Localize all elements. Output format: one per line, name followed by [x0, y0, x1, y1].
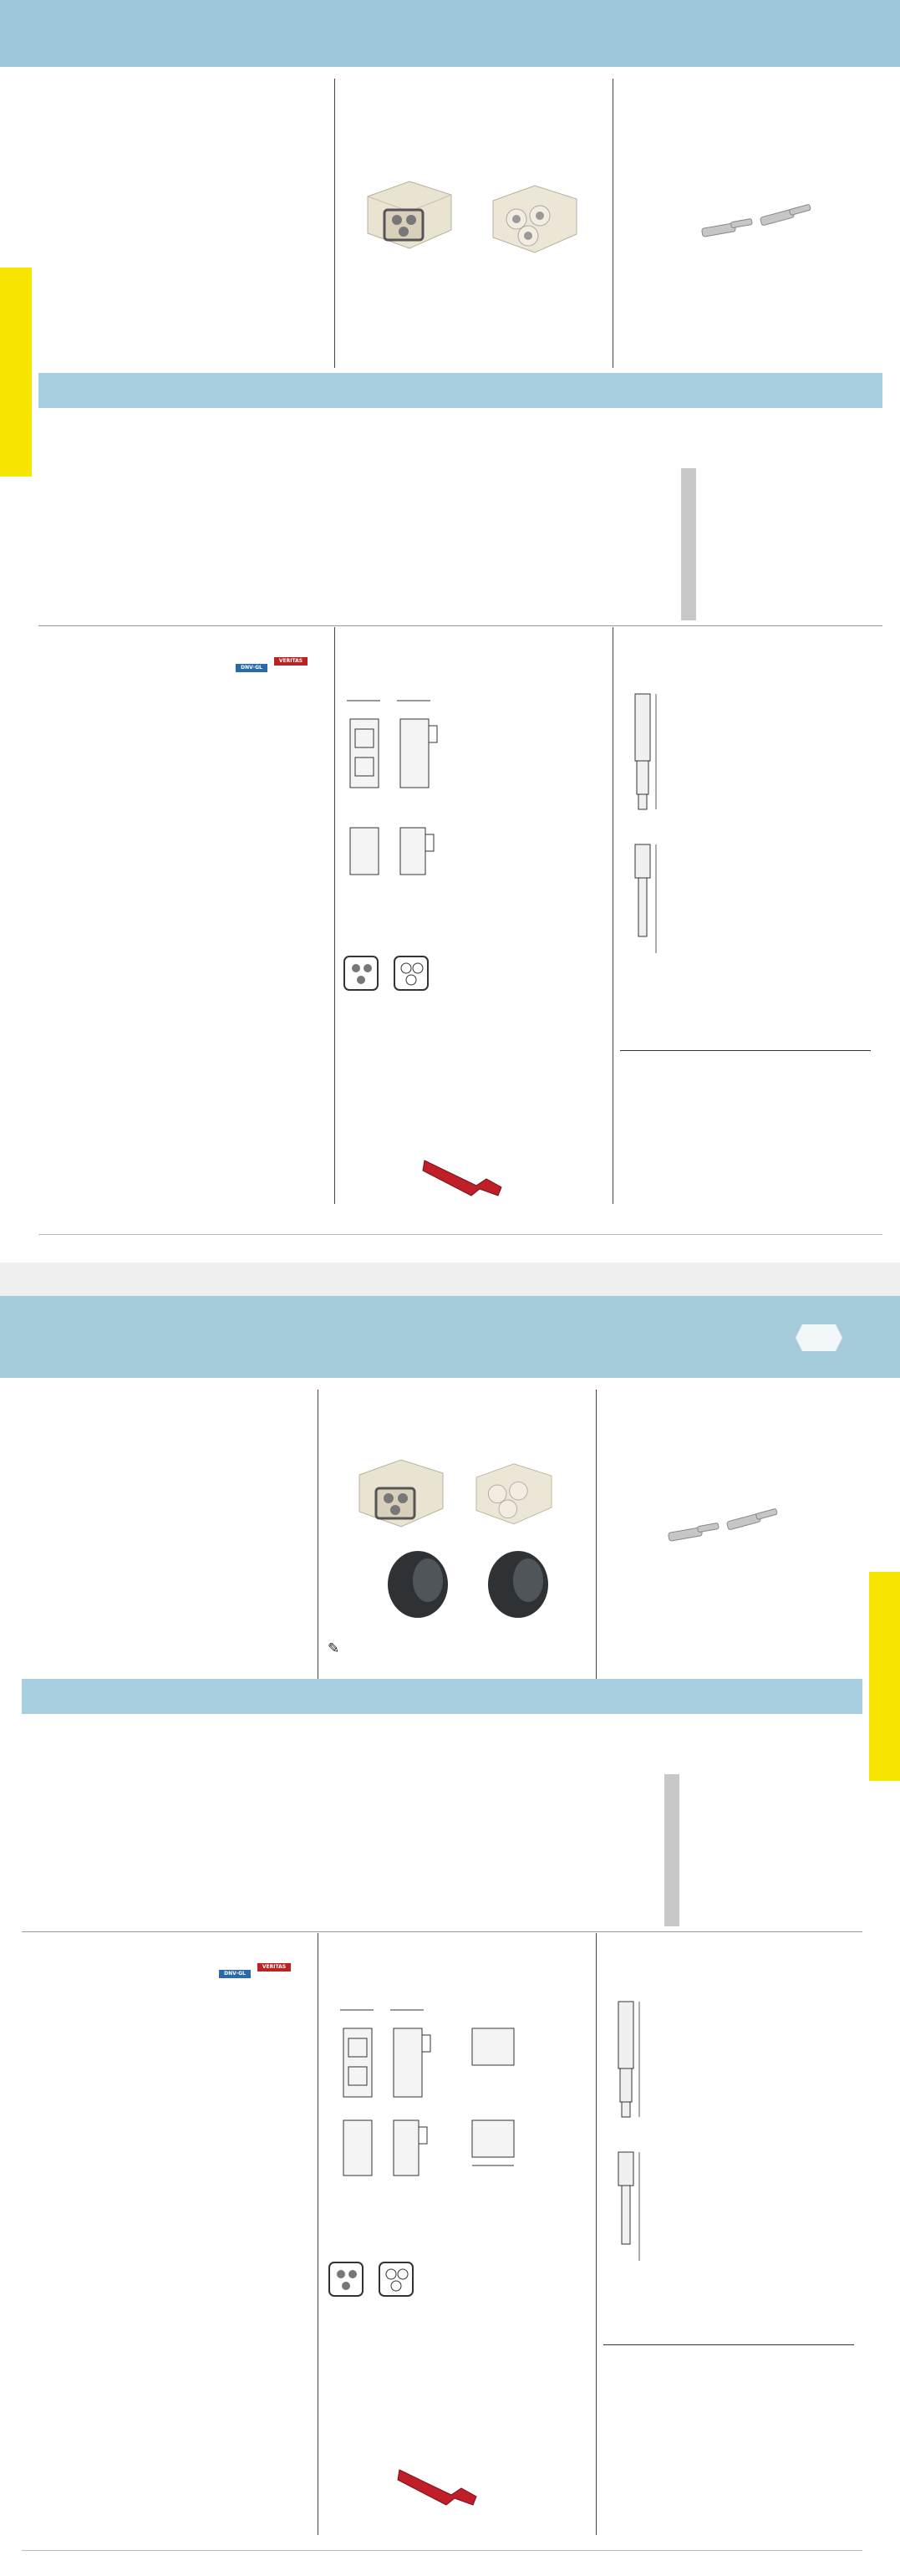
- column-divider: [596, 1390, 597, 1706]
- cxf-top-rule: [603, 2344, 854, 2345]
- crimp-contacts-photo: [694, 201, 819, 251]
- ilme-logo: [794, 1321, 844, 1354]
- pin-view-icons: [328, 2259, 445, 2301]
- table-header: [38, 373, 882, 408]
- page-gap: [0, 1262, 900, 1296]
- veritas-badge: VERITAS: [257, 1963, 291, 1972]
- heat-shrink-photo: [376, 1547, 577, 1622]
- footer-rule: [38, 1234, 882, 1235]
- page-header-band: [0, 1296, 900, 1378]
- contact-dimension-drawing: [602, 1993, 752, 2278]
- section-tab[interactable]: [0, 268, 32, 477]
- crimp-contacts-photo: [660, 1505, 786, 1555]
- coding-pin-image: [418, 1145, 510, 1204]
- derating-chart: [33, 2324, 284, 2533]
- column-divider: [334, 627, 335, 1204]
- section-tab[interactable]: [869, 1572, 900, 1781]
- dnv-badge: DNV·GL: [219, 1970, 251, 1978]
- silver-plated-bar: [681, 468, 696, 620]
- insert-photo-female: [359, 171, 460, 255]
- veritas-badge: VERITAS: [274, 657, 308, 666]
- catalog-page-183: [0, 1296, 900, 2576]
- derating-chart: [47, 1015, 297, 1224]
- catalog-page-182: [0, 0, 900, 1262]
- dnv-badge: DNV·GL: [236, 664, 267, 672]
- footer-rule: [22, 2550, 862, 2551]
- page-title: [45, 38, 155, 59]
- section-divider: [22, 1931, 862, 1932]
- contact-dimension-drawing: [618, 686, 769, 970]
- insert-photo-female: [351, 1450, 451, 1533]
- section-divider: [38, 625, 882, 626]
- high-voltage-label: [328, 1640, 339, 1657]
- column-divider: [596, 1933, 597, 2535]
- coding-pin-image: [393, 2455, 485, 2513]
- column-divider: [334, 79, 335, 368]
- cxf-top-rule: [620, 1050, 871, 1051]
- insert-photo-male: [468, 1455, 560, 1530]
- table-header: [22, 1679, 862, 1714]
- edit-icon: ✎: [328, 1640, 340, 1657]
- pin-view-icons: [343, 953, 460, 995]
- insert-photo-male: [485, 176, 585, 259]
- insert-dimension-drawing: [338, 686, 506, 886]
- silver-plated-bar: [664, 1774, 679, 1926]
- page-title: [30, 1346, 131, 1366]
- insert-dimension-drawing: [330, 1995, 581, 2196]
